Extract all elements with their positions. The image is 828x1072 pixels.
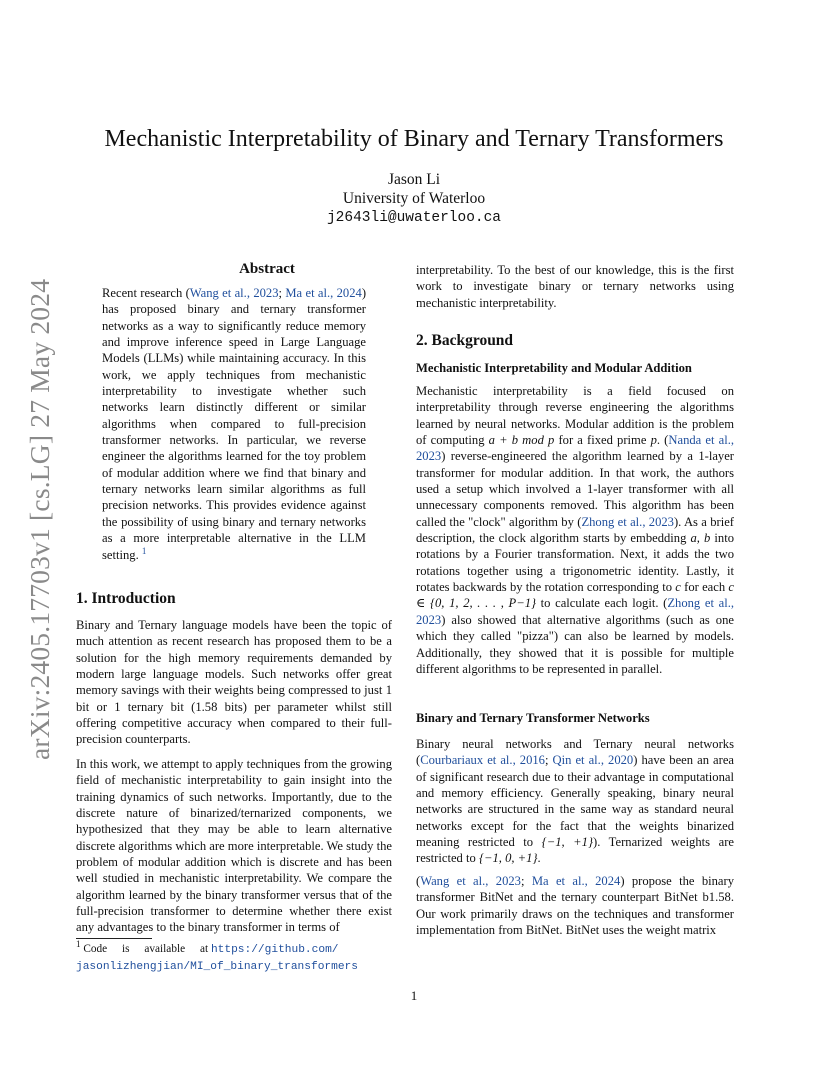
- citation-link[interactable]: Nanda et al., 2023: [416, 433, 735, 464]
- code-url-link[interactable]: https://github.com/: [210, 944, 339, 956]
- citation-link[interactable]: Qin et al., 2020: [552, 753, 634, 768]
- intro-paragraph-1: Binary and Ternary language models have been the topic of much attention as recent research has proposed them to be a solution for the high memory requirements demanded by modern large language models. Such networks offer great memory savings with their weights being compressed to just 1 bit or 1 ternary bit (1.58 bits) per parameter whilst still offering competitive accuracy when compared to their full-precision counterparts.: [76, 618, 392, 747]
- paper-title: Mechanistic Interpretability of Binary and Ternary Transformers: [104, 126, 724, 152]
- citation-link[interactable]: Ma et al., 2024: [531, 874, 621, 888]
- background-paragraph-3: (Wang et al., 2023; Ma et al., 2024) propose the binary transformer BitNet and the ternary counterpart BitNet b1.58. Our work primarily draws on the techniques and transformer implementation from BitNet. BitNet uses the weight matrix: [416, 874, 734, 938]
- section-heading-introduction: 1. Introduction: [76, 590, 176, 607]
- intro-paragraph-continued: interpretability. To the best of our knowledge, this is the first work to investigate binary or ternary networks using mechanistic interpretability.: [416, 263, 734, 310]
- subsection-heading-binary-ternary: Binary and Ternary Transformer Networks: [416, 711, 650, 725]
- background-paragraph-1: Mechanistic interpretability is a field focused on interpretability through reverse engineering the algorithms learned by neural networks. Modular addition is the problem of computing a + b mod p for a fixed prime p. (Nanda et al., 2023) reverse-engineered the algorithm learned by a 1-layer transformer for modular addition. In that work, the authors used a setup which involved a 1-layer transformer with all unnecessary components removed. This algorithm has been called the "clock" algorithm by (Zhong et al., 2023). As a brief description, the clock algorithm starts by embedding a, b into rotations by a Fourier transformation. Next, it adds the two rotations together using a trigonometric identity. Lastly, it rotates backwards by the rotation corresponding to c for each c ∈ {0, 1, 2, . . . , P−1} to calculate each logit. (Zhong et al., 2023) also showed that alternative algorithms (such as one which they called "pizza") can also be learned by models. Additionally, they showed that it is possible for multiple different algorithms to be represented in parallel.: [416, 384, 735, 676]
- background-paragraph-2: Binary neural networks and Ternary neural networks (Courbariaux et al., 2016; Qin et al., 2020) have been an area of significant research due to their advantage in computational and memory efficiency. Generally speaking, binary neural networks are structured in the same way as standard neural networks except for the fact that the weights binarized meaning restricted to {−1, +1}). Ternarized weights are restricted to {−1, 0, +1}.: [416, 737, 734, 866]
- citation-link[interactable]: Wang et al., 2023: [189, 286, 279, 300]
- page-number: 1: [410, 988, 418, 1003]
- citation-link[interactable]: Courbariaux et al., 2016: [420, 753, 545, 768]
- arxiv-stamp: arXiv:2405.17703v1 [cs.LG] 27 May 2024: [24, 278, 55, 760]
- abstract-text: Recent research (Wang et al., 2023; Ma et al., 2024) has proposed binary and ternary transformer networks as a way to significantly reduce memory and improve inference speed in Large Language Models (LLMs) while maintaining accuracy. In this work, we apply techniques from mechanistic interpretability to investigate whether such networks learn distinctly different or similar algorithms when compared to full-precision transformer networks. In particular, we reverse engineer the algorithms learned for the toy problem of modular addition where we find that binary and ternary networks learn similar algorithms as full precision networks. This provides evidence against the possibility of using binary and ternary networks as a more interpretable alternative in the LLM setting. $^1$: [102, 286, 367, 562]
- footnote-rule: [76, 938, 152, 939]
- code-url-link-continued[interactable]: jasonlizhengjian/MI_of_binary_transformers: [76, 960, 358, 973]
- footnote: $^1$ Code is available at https://github.com/ jasonlizhengjian/MI_of_binary_transformers: [76, 939, 358, 973]
- citation-link[interactable]: Zhong et al., 2023: [416, 596, 734, 627]
- author-email[interactable]: j2643li@uwaterloo.ca: [326, 210, 502, 226]
- author-name: Jason Li: [387, 171, 441, 188]
- citation-link[interactable]: Wang et al., 2023: [420, 874, 521, 888]
- subsection-heading-mech-interp: Mechanistic Interpretability and Modular Addition: [416, 361, 692, 375]
- abstract-heading: Abstract: [239, 261, 295, 277]
- citation-link[interactable]: Zhong et al., 2023: [581, 514, 674, 529]
- intro-paragraph-2: In this work, we attempt to apply techniques from the growing field of mechanistic interpretability to gain insight into the training dynamics of such networks. Importantly, due to the discrete nature of binarized/ternarized components, we hypothesized that they may be able to learn alternative discrete algorithms which are more interpretable. We study the problem of modular addition which is discrete and has been well studied in mechanistic interpretability. We compare the algorithm learned by the binary transformer versus that of the full-precision transformer to determine whether there exist any advantages to the binary transformer in terms of: [76, 757, 392, 935]
- citation-link[interactable]: Ma et al., 2024: [285, 286, 362, 300]
- section-heading-background: 2. Background: [416, 332, 514, 349]
- author-affiliation: University of Waterloo: [342, 190, 486, 207]
- footnote-marker[interactable]: 1: [141, 545, 147, 556]
